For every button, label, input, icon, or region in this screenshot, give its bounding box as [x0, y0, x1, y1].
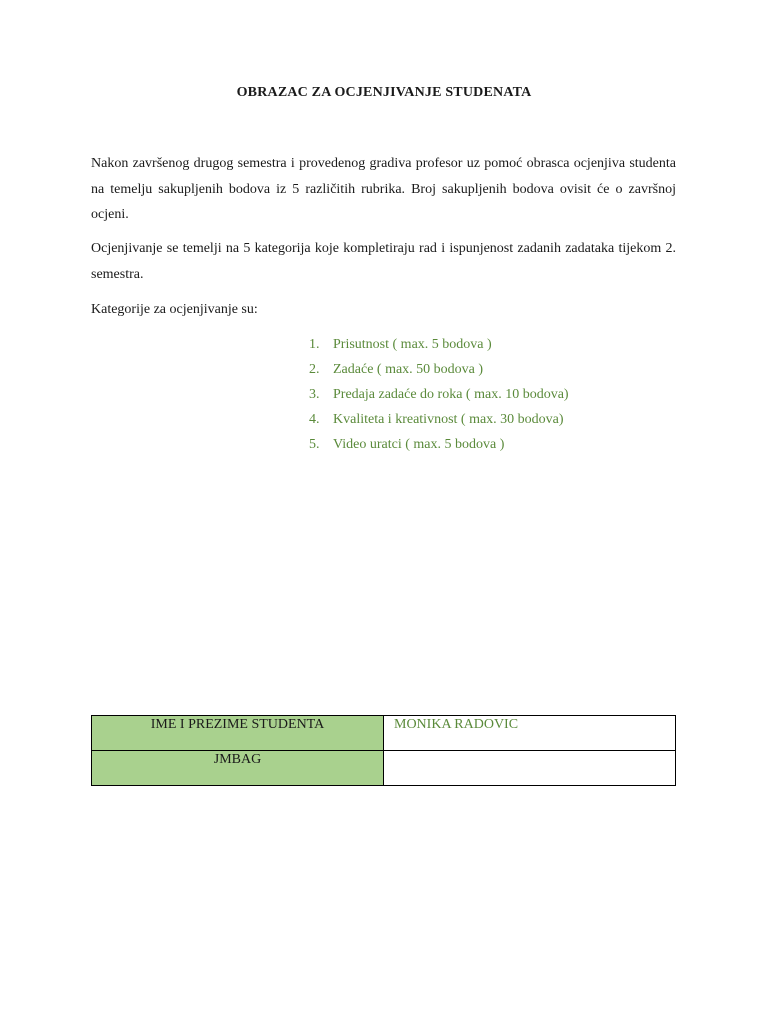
- criteria-text: Zadaće ( max. 50 bodova ): [333, 362, 484, 377]
- criteria-text: Video uratci ( max. 5 bodova ): [333, 437, 505, 452]
- criteria-text: Prisutnost ( max. 5 bodova ): [333, 337, 492, 352]
- student-info-table: [91, 715, 676, 786]
- categories-paragraph: Ocjenjivanje se temelji na 5 kategorija koje kompletiraju rad i ispunjenost zadanih zadataka tijekom 2. semestra.: [91, 241, 676, 282]
- criteria-text: Kvaliteta i kreativnost ( max. 30 bodova): [333, 412, 564, 427]
- criteria-number: 2.: [309, 362, 320, 377]
- criteria-item: [309, 432, 569, 457]
- criteria-heading: Kategorije za ocjenjivanje su:: [91, 302, 258, 317]
- table-row: [92, 751, 676, 786]
- document-title: OBRAZAC ZA OCJENJIVANJE STUDENATA: [236, 85, 532, 100]
- jmbag-value[interactable]: [384, 751, 676, 786]
- student-name-label: IME I PREZIME STUDENTA: [92, 716, 384, 751]
- criteria-item: [309, 407, 569, 432]
- criteria-item: [309, 332, 569, 357]
- criteria-number: 1.: [309, 337, 320, 352]
- criteria-number: 3.: [309, 387, 320, 402]
- student-name-value[interactable]: MONIKA RADOVIC: [384, 716, 676, 751]
- criteria-item: [309, 357, 569, 382]
- criteria-item: [309, 382, 569, 407]
- table-row: [92, 716, 676, 751]
- jmbag-label: JMBAG: [92, 751, 384, 786]
- intro-paragraph: Nakon završenog drugog semestra i provedenog gradiva profesor uz pomoć obrasca ocjenjiva studenta na temelju sakupljenih bodova iz 5 različitih rubrika. Broj sakupljenih bodova ovisit će o završnoj ocjeni.: [91, 156, 676, 222]
- criteria-number: 4.: [309, 412, 320, 427]
- criteria-number: 5.: [309, 437, 320, 452]
- criteria-text: Predaja zadaće do roka ( max. 10 bodova): [333, 387, 569, 402]
- criteria-list: [309, 332, 569, 457]
